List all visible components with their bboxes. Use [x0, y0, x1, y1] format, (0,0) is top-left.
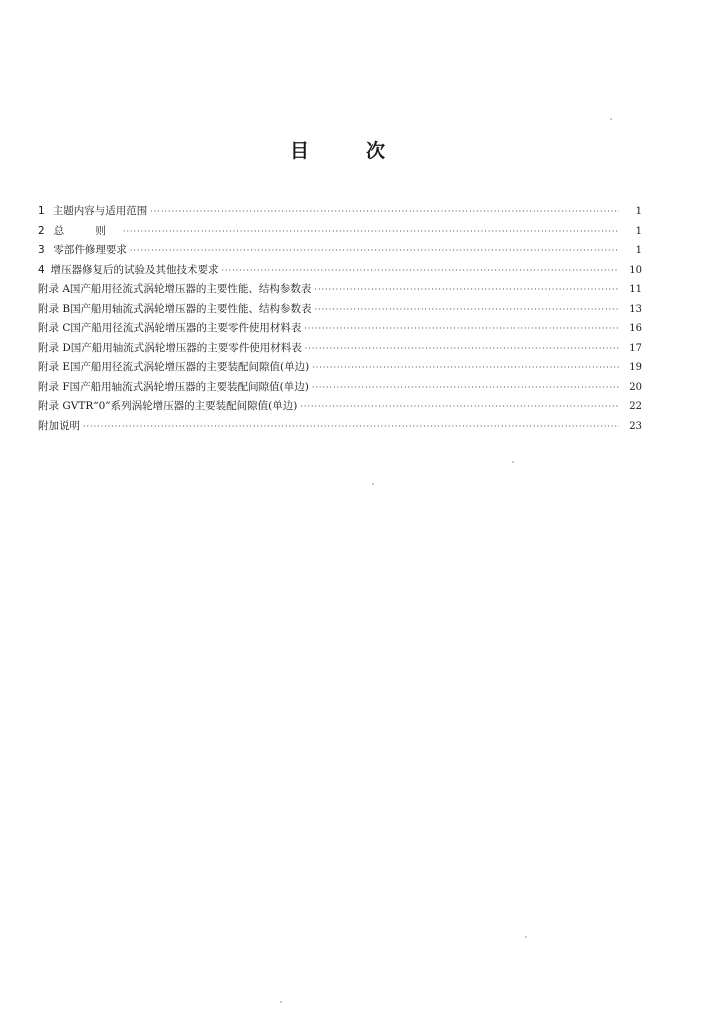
toc-entry [38, 281, 642, 301]
toc-entry-page: 1 [635, 245, 642, 256]
toc-entry-label: 国产船用径流式涡轮增压器的主要性能、结构参数表 [69, 283, 312, 295]
toc-leader-dots [300, 402, 619, 411]
toc-entry-page: 22 [629, 401, 642, 412]
toc-leader-dots [312, 383, 619, 392]
scan-speck [525, 936, 527, 938]
toc-entry-appendix: 附录 A [38, 283, 70, 295]
toc-entry [38, 398, 642, 418]
toc-entry [38, 242, 642, 262]
toc-leader-dots [83, 422, 619, 431]
toc-entry-number: 4 [38, 263, 45, 276]
toc-leader-dots [130, 246, 619, 255]
toc-title-char-1: 目 [290, 140, 310, 162]
toc-list [38, 203, 642, 437]
toc-entry [38, 379, 642, 399]
toc-entry-appendix: 附录 D [38, 341, 71, 354]
toc-entry-number: 2 [38, 224, 45, 237]
toc-entry-appendix: 附录 E [38, 361, 71, 373]
toc-entry [38, 262, 642, 282]
toc-entry-page: 13 [629, 303, 642, 315]
toc-entry-appendix: 附录 G [38, 400, 71, 412]
toc-entry-label: 国产船用轴流式涡轮增压器的主要装配间隙值(单边) [69, 380, 309, 393]
toc-entry [38, 418, 642, 438]
toc-entry [38, 340, 642, 360]
toc-leader-dots [123, 227, 619, 236]
toc-entry-label: 国产船用轴流式涡轮增压器的主要性能、结构参数表 [70, 302, 312, 315]
toc-leader-dots [304, 324, 619, 333]
toc-entry-label: 国产船用径流式涡轮增压器的主要装配间隙值(单边) [70, 361, 310, 373]
toc-leader-dots [150, 207, 619, 216]
toc-leader-dots [305, 344, 619, 353]
toc-entry-page: 10 [629, 264, 642, 276]
toc-entry [38, 203, 642, 223]
toc-entry [38, 301, 642, 321]
toc-entry-label: 附加说明 [38, 419, 80, 432]
toc-entry-page: 19 [629, 362, 642, 373]
toc-entry-label: 总 则 [53, 224, 120, 237]
toc-entry-label: 增压器修复后的试验及其他技术要求 [50, 263, 219, 276]
toc-entry-page: 17 [629, 342, 642, 354]
toc-entry-number: 3 [38, 244, 45, 256]
toc-title [0, 136, 718, 164]
toc-leader-dots [315, 305, 619, 314]
toc-entry-page: 1 [635, 225, 642, 237]
toc-leader-dots [314, 285, 619, 294]
scan-speck [280, 1001, 282, 1003]
toc-entry-appendix: 附录 F [38, 380, 70, 393]
toc-entry-appendix: 附录 C [38, 322, 71, 334]
toc-entry-page: 20 [629, 381, 642, 393]
toc-entry-label: 国产船用径流式涡轮增压器的主要零件使用材料表 [70, 322, 302, 334]
toc-entry-label: VTR“0”系列涡轮增压器的主要装配间隙值(单边) [70, 400, 298, 412]
toc-entry-number: 1 [38, 205, 45, 217]
toc-entry-label: 零部件修理要求 [53, 244, 127, 256]
toc-entry-page: 23 [629, 420, 642, 432]
toc-entry-page: 11 [629, 284, 642, 295]
scan-speck [512, 461, 514, 463]
toc-entry-label: 主题内容与适用范围 [52, 205, 148, 217]
toc-entry-page: 16 [629, 323, 642, 334]
toc-title-char-2: 次 [366, 140, 386, 162]
toc-entry-label: 国产船用轴流式涡轮增压器的主要零件使用材料表 [70, 341, 302, 354]
scan-speck [372, 483, 374, 485]
toc-entry-appendix: 附录 B [38, 302, 71, 315]
toc-entry-page: 1 [635, 206, 642, 217]
toc-entry [38, 223, 642, 243]
scan-speck [610, 118, 612, 120]
toc-leader-dots [221, 266, 619, 275]
toc-entry [38, 320, 642, 340]
toc-leader-dots [312, 363, 619, 372]
toc-entry [38, 359, 642, 379]
